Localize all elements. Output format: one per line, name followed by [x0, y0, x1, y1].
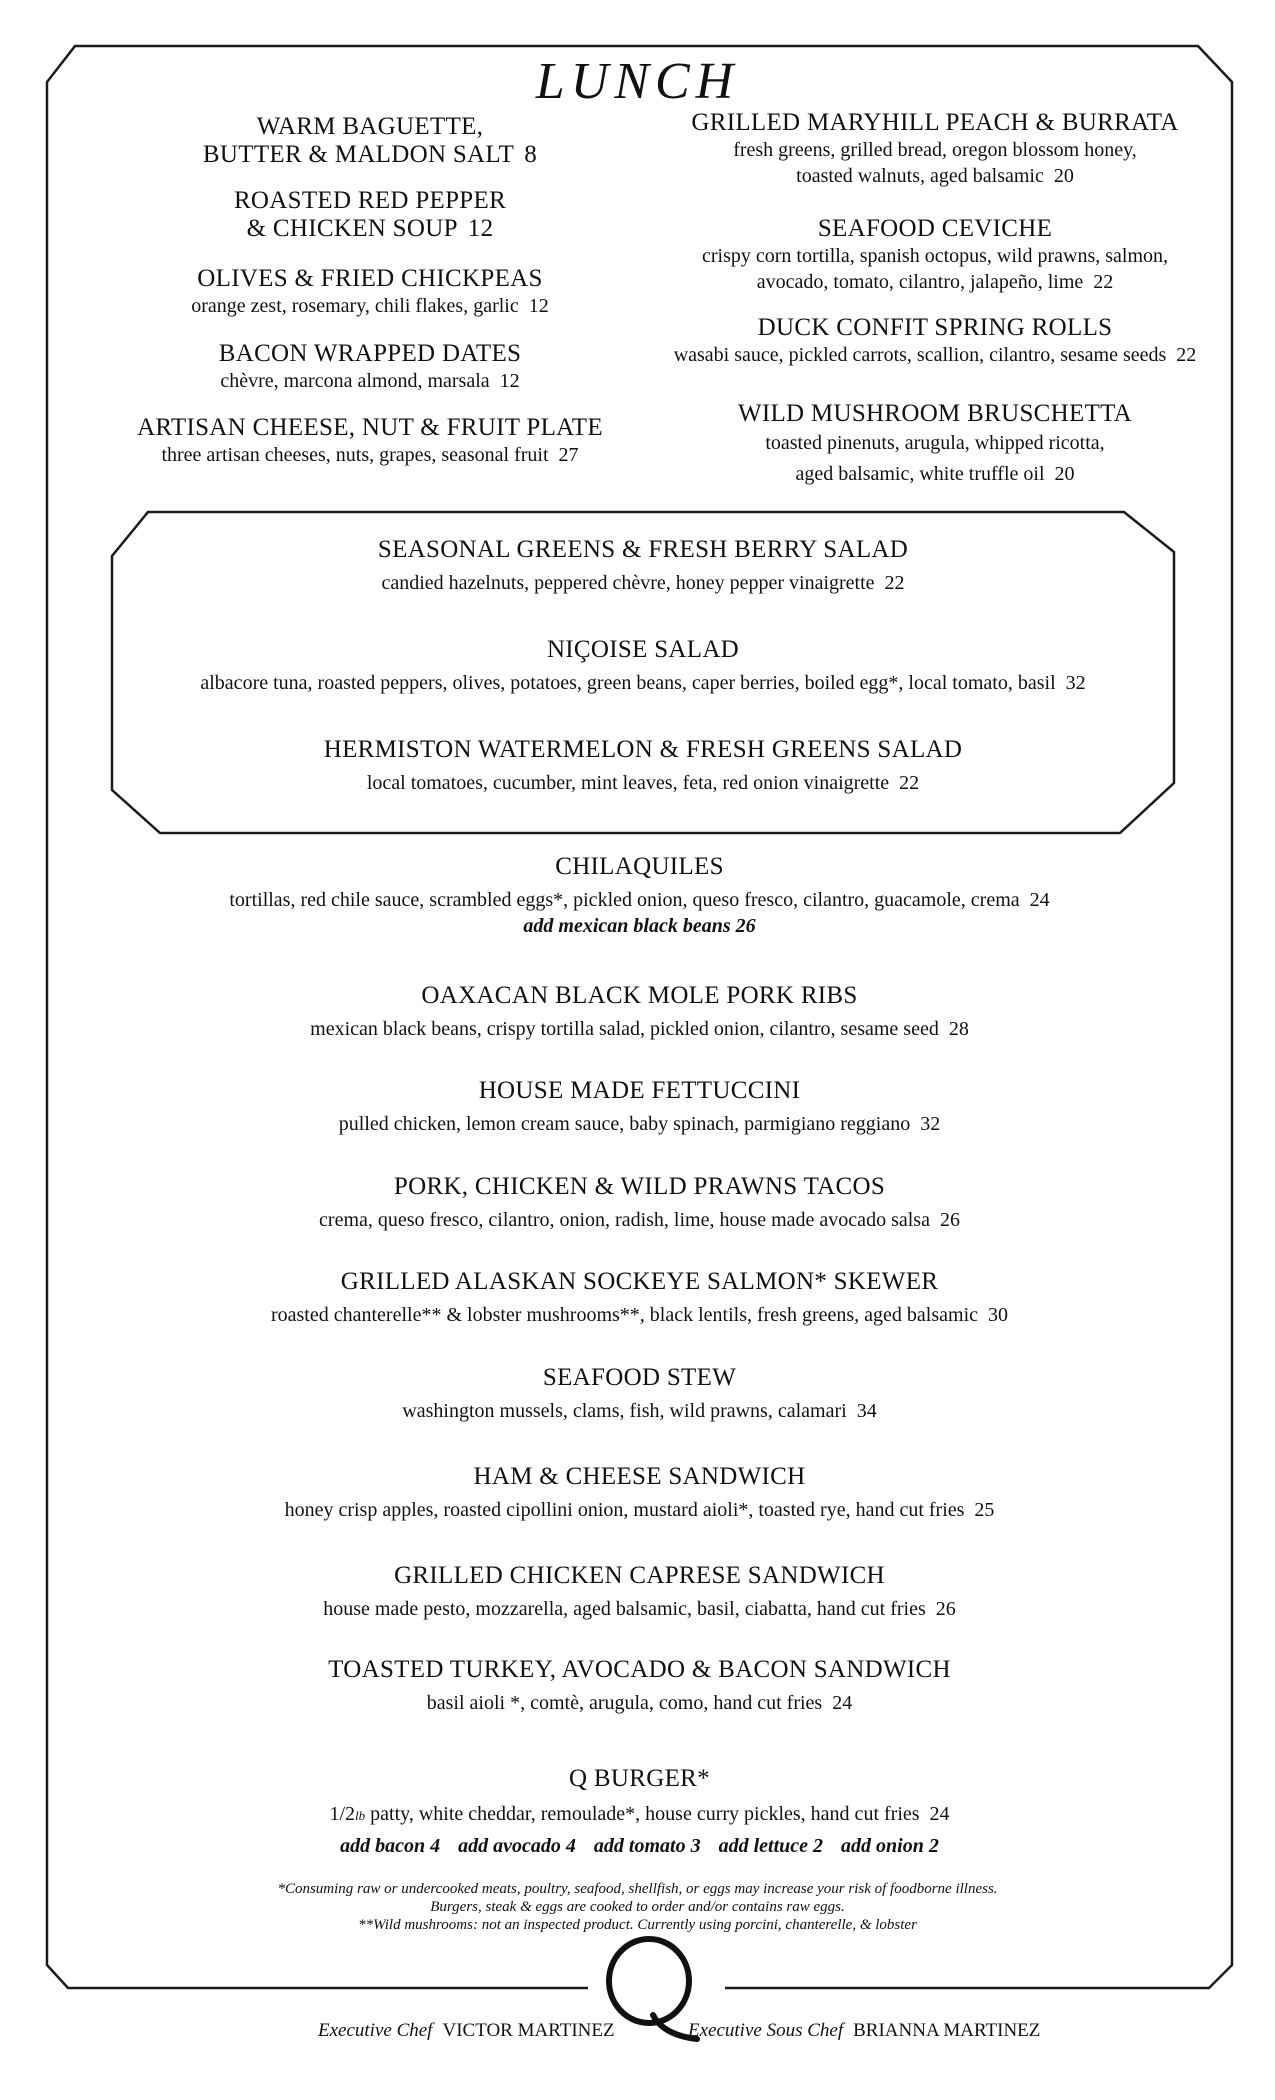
- item-price: 28: [948, 1018, 969, 1040]
- main-item: [47, 853, 1232, 939]
- item-description: toasted pinenuts, arugula, whipped ricotta,: [765, 432, 1105, 454]
- item-addon: add mexican black beans 26: [523, 915, 756, 937]
- item-addon: add bacon 4: [340, 1835, 441, 1857]
- item-name: PORK, CHICKEN & WILD PRAWNS TACOS: [393, 1173, 886, 1200]
- item-name: ROASTED RED PEPPER: [233, 187, 507, 214]
- item-description: house made pesto, mozzarella, aged balsamic, basil, ciabatta, hand cut fries: [323, 1598, 926, 1620]
- item-price: 24: [832, 1692, 853, 1714]
- item-description: three artisan cheeses, nuts, grapes, seasonal fruit: [161, 444, 549, 466]
- item-addon: add tomato 3: [593, 1835, 701, 1857]
- item-price: 12: [499, 370, 520, 392]
- main-item: [47, 1173, 1232, 1233]
- item-name: CHILAQUILES: [555, 853, 724, 880]
- item-price: 22: [884, 572, 905, 594]
- menu-item: [70, 265, 670, 319]
- item-price: 22: [899, 772, 920, 794]
- item-description: wasabi sauce, pickled carrots, scallion, cilantro, sesame seeds: [673, 344, 1167, 366]
- item-name: & CHICKEN SOUP: [246, 215, 458, 242]
- item-name: GRILLED MARYHILL PEACH & BURRATA: [691, 109, 1179, 136]
- item-addon: add onion 2: [841, 1835, 939, 1857]
- item-addon: add lettuce 2: [718, 1835, 824, 1857]
- item-description: basil aioli *, comtè, arugula, como, hand cut fries: [426, 1692, 823, 1714]
- item-description: washington mussels, clams, fish, wild prawns, calamari: [402, 1400, 847, 1422]
- menu-item: [70, 340, 670, 394]
- salad-item: [112, 636, 1174, 696]
- item-name: OLIVES & FRIED CHICKPEAS: [197, 265, 543, 292]
- item-price: 24: [929, 1803, 950, 1825]
- item-name: Q BURGER*: [569, 1765, 710, 1792]
- executive-chef: [318, 2020, 615, 2042]
- menu-item: [70, 414, 670, 468]
- item-price: 20: [1054, 463, 1075, 485]
- footnote-line: **Wild mushrooms: not an inspected product. Currently using porcini, chanterelle, & lobster: [358, 1917, 917, 1933]
- chef-title: Executive Sous Chef: [688, 2020, 844, 2041]
- item-name: SEASONAL GREENS & FRESH BERRY SALAD: [377, 536, 909, 563]
- main-item: [47, 1463, 1232, 1523]
- item-name: DUCK CONFIT SPRING ROLLS: [757, 314, 1113, 341]
- menu-item: [70, 113, 670, 169]
- menu-item: [70, 187, 670, 243]
- item-price: 34: [856, 1400, 877, 1422]
- menu-item: [615, 215, 1255, 295]
- item-price: 30: [988, 1304, 1008, 1326]
- item-description: chèvre, marcona almond, marsala: [220, 370, 490, 392]
- item-description: crispy corn tortilla, spanish octopus, wild prawns, salmon,: [701, 245, 1169, 267]
- item-name: HAM & CHEESE SANDWICH: [473, 1463, 806, 1490]
- q-logo-icon: [603, 1935, 701, 2045]
- burger-size-unit: lb: [355, 1808, 366, 1823]
- item-name: ARTISAN CHEESE, NUT & FRUIT PLATE: [137, 414, 603, 441]
- item-description: pulled chicken, lemon cream sauce, baby spinach, parmigiano reggiano: [338, 1113, 911, 1135]
- item-description: roasted chanterelle** & lobster mushrooms**, black lentils, fresh greens, aged balsamic: [270, 1304, 978, 1326]
- item-description: toasted walnuts, aged balsamic: [796, 165, 1044, 187]
- item-description: orange zest, rosemary, chili flakes, garlic: [191, 295, 519, 317]
- chef-title: Executive Chef: [318, 2020, 433, 2041]
- main-item: [47, 1562, 1232, 1622]
- item-name: SEAFOOD STEW: [542, 1364, 737, 1391]
- item-name: GRILLED CHICKEN CAPRESE SANDWICH: [394, 1562, 885, 1589]
- item-price: 24: [1029, 889, 1050, 911]
- main-item: [47, 1364, 1232, 1424]
- item-name: GRILLED ALASKAN SOCKEYE SALMON* SKEWER: [340, 1268, 939, 1295]
- main-item: [47, 1077, 1232, 1137]
- item-price: 27: [558, 444, 579, 466]
- item-description: albacore tuna, roasted peppers, olives, potatoes, green beans, caper berries, boiled egg*, local tomato, basil: [200, 672, 1056, 694]
- item-name: HOUSE MADE FETTUCCINI: [478, 1077, 801, 1104]
- salad-item: [112, 536, 1174, 596]
- item-description: honey crisp apples, roasted cipollini onion, mustard aioli*, toasted rye, hand cut fries: [284, 1499, 965, 1521]
- item-price: 26: [935, 1598, 956, 1620]
- item-name: WILD MUSHROOM BRUSCHETTA: [737, 400, 1133, 427]
- item-name: TOASTED TURKEY, AVOCADO & BACON SANDWICH: [328, 1656, 951, 1683]
- menu-title: LUNCH: [535, 53, 740, 110]
- burger-item: [47, 1765, 1232, 1859]
- menu-item: [615, 314, 1255, 368]
- footnotes: [0, 1880, 1275, 1934]
- main-item: [47, 1656, 1232, 1716]
- main-item: [47, 1268, 1232, 1328]
- item-name: WARM BAGUETTE,: [256, 113, 484, 140]
- item-name: HERMISTON WATERMELON & FRESH GREENS SALAD: [323, 736, 963, 763]
- item-price: 12: [467, 215, 494, 242]
- item-price: 22: [1176, 344, 1197, 366]
- item-description: fresh greens, grilled bread, oregon blossom honey,: [733, 139, 1137, 161]
- item-name: NIÇOISE SALAD: [546, 636, 740, 663]
- item-description: aged balsamic, white truffle oil: [795, 463, 1045, 485]
- salad-item: [112, 736, 1174, 796]
- item-name: BACON WRAPPED DATES: [218, 340, 522, 367]
- menu-item: [615, 400, 1255, 490]
- executive-sous-chef: [688, 2020, 1040, 2042]
- footnote-line: Burgers, steak & eggs are cooked to order and/or contains raw eggs.: [430, 1899, 845, 1915]
- item-price: 32: [920, 1113, 941, 1135]
- burger-addons: [47, 1833, 1232, 1859]
- item-description: patty, white cheddar, remoulade*, house curry pickles, hand cut fries: [365, 1803, 920, 1825]
- item-name: BUTTER & MALDON SALT: [202, 141, 515, 168]
- item-price: 20: [1053, 165, 1074, 187]
- item-description: candied hazelnuts, peppered chèvre, honey pepper vinaigrette: [381, 572, 875, 594]
- item-price: 22: [1093, 271, 1114, 293]
- item-description: mexican black beans, crispy tortilla salad, pickled onion, cilantro, sesame seed: [310, 1018, 939, 1040]
- item-price: 25: [974, 1499, 995, 1521]
- item-name: OAXACAN BLACK MOLE PORK RIBS: [421, 982, 858, 1009]
- item-price: 26: [939, 1209, 960, 1231]
- item-addon: add avocado 4: [458, 1835, 576, 1857]
- item-price: 32: [1065, 672, 1086, 694]
- item-description: tortillas, red chile sauce, scrambled eggs*, pickled onion, queso fresco, cilantro, guacamole, crema: [229, 889, 1020, 911]
- item-description: avocado, tomato, cilantro, jalapeño, lime: [756, 271, 1084, 293]
- item-price: 12: [528, 295, 549, 317]
- chef-name: VICTOR MARTINEZ: [442, 2020, 615, 2041]
- footnote-line: *Consuming raw or undercooked meats, poultry, seafood, shellfish, or eggs may increase your risk of foodborne illness.: [277, 1881, 998, 1897]
- item-price: 8: [524, 141, 538, 168]
- burger-size: 1/2: [329, 1803, 356, 1825]
- menu-item: [615, 109, 1255, 189]
- item-name: SEAFOOD CEVICHE: [817, 215, 1053, 242]
- item-description: local tomatoes, cucumber, mint leaves, feta, red onion vinaigrette: [366, 772, 890, 794]
- item-description: crema, queso fresco, cilantro, onion, radish, lime, house made avocado salsa: [319, 1209, 930, 1231]
- chef-name: BRIANNA MARTINEZ: [853, 2020, 1041, 2041]
- main-item: [47, 982, 1232, 1042]
